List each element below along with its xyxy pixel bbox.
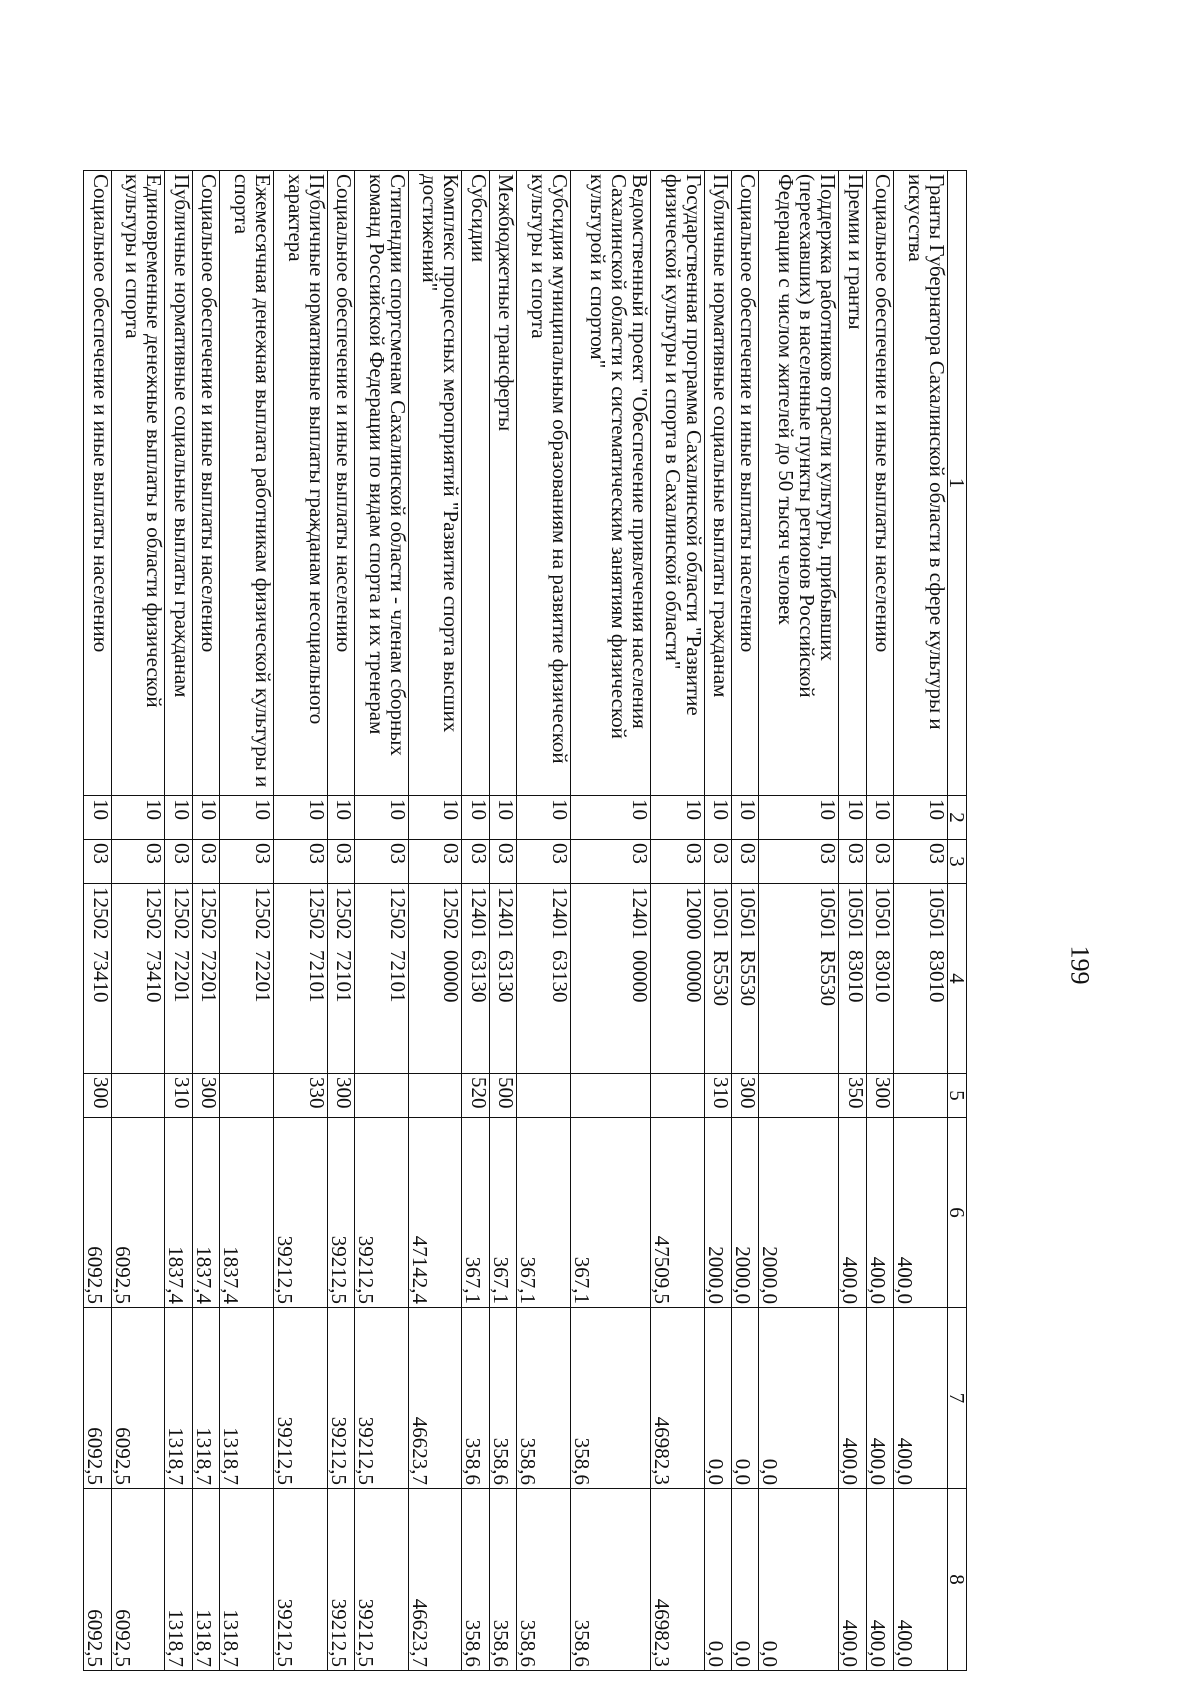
row-amount-year-2: 0,0 [759, 1308, 839, 1489]
row-subsection: 03 [462, 840, 489, 884]
row-name: Субсидии [462, 171, 489, 796]
table-row [327, 171, 354, 1671]
row-subsection: 03 [650, 840, 704, 884]
header-col-8: 8 [948, 1489, 967, 1671]
row-amount-year-2: 400,0 [866, 1308, 893, 1489]
row-section: 10 [165, 796, 192, 840]
row-subsection: 03 [489, 840, 516, 884]
row-subsection: 03 [408, 840, 462, 884]
row-name: Публичные нормативные социальные выплаты гражданам [165, 171, 192, 796]
row-section: 10 [192, 796, 219, 840]
table-body [84, 171, 948, 1671]
row-target-code: 12000 00000 [650, 884, 704, 1074]
row-section: 10 [489, 796, 516, 840]
table-row [866, 171, 893, 1671]
row-amount-year-2: 39212,5 [355, 1308, 409, 1489]
row-expense-type [571, 1074, 651, 1118]
row-name: Комплекс процессных мероприятий "Развитие спорта высших достижений" [408, 171, 462, 796]
row-amount-year-3: 46623,7 [408, 1489, 462, 1671]
row-section: 10 [220, 796, 274, 840]
table-row [759, 171, 839, 1671]
page-number: 199 [1065, 945, 1095, 985]
table-row [165, 171, 192, 1671]
row-subsection: 03 [571, 840, 651, 884]
table-row [192, 171, 219, 1671]
row-amount-year-2: 46982,3 [650, 1308, 704, 1489]
row-target-code: 10501 83010 [839, 884, 866, 1074]
row-section: 10 [866, 796, 893, 840]
row-section: 10 [732, 796, 759, 840]
row-amount-year-1: 400,0 [866, 1118, 893, 1308]
row-subsection: 03 [517, 840, 571, 884]
row-name: Социальное обеспечение и иные выплаты населению [192, 171, 219, 796]
table-row [732, 171, 759, 1671]
row-subsection: 03 [839, 840, 866, 884]
row-section: 10 [704, 796, 731, 840]
table-row [220, 171, 274, 1671]
row-amount-year-1: 6092,5 [111, 1118, 165, 1308]
table-row [704, 171, 731, 1671]
row-section: 10 [571, 796, 651, 840]
row-expense-type [894, 1074, 948, 1118]
row-target-code: 10501 83010 [894, 884, 948, 1074]
row-expense-type: 500 [489, 1074, 516, 1118]
row-amount-year-2: 1318,7 [165, 1308, 192, 1489]
row-amount-year-1: 39212,5 [355, 1118, 409, 1308]
row-name: Премии и гранты [839, 171, 866, 796]
row-expense-type: 310 [165, 1074, 192, 1118]
row-name: Социальное обеспечение и иные выплаты населению [866, 171, 893, 796]
row-expense-type [759, 1074, 839, 1118]
row-section: 10 [894, 796, 948, 840]
row-amount-year-1: 1837,4 [192, 1118, 219, 1308]
header-col-2: 2 [948, 796, 967, 840]
row-expense-type: 300 [327, 1074, 354, 1118]
row-amount-year-3: 0,0 [732, 1489, 759, 1671]
row-amount-year-3: 1318,7 [220, 1489, 274, 1671]
row-name: Ежемесячная денежная выплата работникам физической культуры и спорта [220, 171, 274, 796]
row-target-code: 10501 R5530 [704, 884, 731, 1074]
row-amount-year-3: 400,0 [894, 1489, 948, 1671]
row-subsection: 03 [894, 840, 948, 884]
row-amount-year-1: 367,1 [571, 1118, 651, 1308]
row-amount-year-2: 358,6 [489, 1308, 516, 1489]
row-subsection: 03 [732, 840, 759, 884]
row-expense-type [517, 1074, 571, 1118]
row-amount-year-1: 400,0 [894, 1118, 948, 1308]
row-section: 10 [839, 796, 866, 840]
row-target-code: 10501 83010 [866, 884, 893, 1074]
row-amount-year-2: 358,6 [517, 1308, 571, 1489]
budget-table [83, 170, 967, 1671]
row-amount-year-2: 400,0 [839, 1308, 866, 1489]
table-row [894, 171, 948, 1671]
row-subsection: 03 [355, 840, 409, 884]
row-target-code: 12502 72101 [355, 884, 409, 1074]
row-expense-type: 520 [462, 1074, 489, 1118]
row-expense-type: 310 [704, 1074, 731, 1118]
row-name: Субсидия муниципальным образованиям на развитие физической культуры и спорта [517, 171, 571, 796]
row-name: Поддержка работников отрасли культуры, прибывших (переехавших) в населенные пункты регионов Российской Федерации с числом жителей до 50 тысяч человек [759, 171, 839, 796]
row-amount-year-1: 367,1 [517, 1118, 571, 1308]
row-section: 10 [273, 796, 327, 840]
row-target-code: 12401 00000 [571, 884, 651, 1074]
row-amount-year-2: 39212,5 [327, 1308, 354, 1489]
row-name: Стипендии спортсменам Сахалинской области - членам сборных команд Российской Федерации по видам спорта и их тренерам [355, 171, 409, 796]
row-amount-year-3: 39212,5 [355, 1489, 409, 1671]
row-expense-type: 300 [732, 1074, 759, 1118]
row-amount-year-3: 1318,7 [192, 1489, 219, 1671]
row-amount-year-3: 358,6 [462, 1489, 489, 1671]
row-section: 10 [327, 796, 354, 840]
row-name: Социальное обеспечение и иные выплаты населению [732, 171, 759, 796]
row-amount-year-1: 2000,0 [704, 1118, 731, 1308]
row-subsection: 03 [111, 840, 165, 884]
row-amount-year-1: 2000,0 [759, 1118, 839, 1308]
row-target-code: 10501 R5530 [759, 884, 839, 1074]
table-row [489, 171, 516, 1671]
row-amount-year-3: 39212,5 [273, 1489, 327, 1671]
header-col-4: 4 [948, 884, 967, 1074]
table-row [111, 171, 165, 1671]
row-target-code: 10501 R5530 [732, 884, 759, 1074]
row-subsection: 03 [84, 840, 112, 884]
row-expense-type: 350 [839, 1074, 866, 1118]
row-amount-year-2: 6092,5 [84, 1308, 112, 1489]
row-amount-year-3: 0,0 [704, 1489, 731, 1671]
row-amount-year-2: 358,6 [462, 1308, 489, 1489]
row-section: 10 [462, 796, 489, 840]
row-amount-year-2: 1318,7 [220, 1308, 274, 1489]
row-amount-year-1: 1837,4 [165, 1118, 192, 1308]
row-amount-year-1: 47142,4 [408, 1118, 462, 1308]
row-subsection: 03 [866, 840, 893, 884]
row-expense-type: 300 [866, 1074, 893, 1118]
row-amount-year-2: 6092,5 [111, 1308, 165, 1489]
row-amount-year-1: 39212,5 [327, 1118, 354, 1308]
row-amount-year-2: 1318,7 [192, 1308, 219, 1489]
table-row [839, 171, 866, 1671]
row-expense-type [111, 1074, 165, 1118]
row-amount-year-3: 46982,3 [650, 1489, 704, 1671]
table-row [462, 171, 489, 1671]
row-amount-year-3: 6092,5 [111, 1489, 165, 1671]
row-section: 10 [355, 796, 409, 840]
table-row [355, 171, 409, 1671]
row-name: Социальное обеспечение и иные выплаты населению [84, 171, 112, 796]
row-subsection: 03 [220, 840, 274, 884]
row-amount-year-1: 400,0 [839, 1118, 866, 1308]
row-target-code: 12502 72201 [165, 884, 192, 1074]
table-row [408, 171, 462, 1671]
row-amount-year-2: 39212,5 [273, 1308, 327, 1489]
row-amount-year-2: 0,0 [704, 1308, 731, 1489]
row-expense-type: 330 [273, 1074, 327, 1118]
row-amount-year-1: 6092,5 [84, 1118, 112, 1308]
row-subsection: 03 [165, 840, 192, 884]
table-row [571, 171, 651, 1671]
header-col-3: 3 [948, 840, 967, 884]
row-section: 10 [408, 796, 462, 840]
table-row [650, 171, 704, 1671]
row-amount-year-1: 367,1 [462, 1118, 489, 1308]
row-subsection: 03 [704, 840, 731, 884]
row-target-code: 12401 63130 [489, 884, 516, 1074]
row-section: 10 [517, 796, 571, 840]
row-section: 10 [650, 796, 704, 840]
table-row [517, 171, 571, 1671]
row-amount-year-3: 358,6 [489, 1489, 516, 1671]
header-col-6: 6 [948, 1118, 967, 1308]
row-target-code: 12502 73410 [84, 884, 112, 1074]
row-amount-year-2: 0,0 [732, 1308, 759, 1489]
row-name: Социальное обеспечение и иные выплаты населению [327, 171, 354, 796]
row-subsection: 03 [327, 840, 354, 884]
row-expense-type [650, 1074, 704, 1118]
row-section: 10 [111, 796, 165, 840]
row-target-code: 12401 63130 [517, 884, 571, 1074]
rotated-table-wrapper [83, 170, 967, 1670]
row-amount-year-3: 400,0 [866, 1489, 893, 1671]
table-row [84, 171, 112, 1671]
row-amount-year-2: 358,6 [571, 1308, 651, 1489]
row-subsection: 03 [192, 840, 219, 884]
row-target-code: 12401 63130 [462, 884, 489, 1074]
row-name: Гранты Губернатора Сахалинской области в сфере культуры и искусства [894, 171, 948, 796]
row-amount-year-1: 1837,4 [220, 1118, 274, 1308]
row-name: Государственная программа Сахалинской области "Развитие физической культуры и спорта в Сахалинской области" [650, 171, 704, 796]
table-row [273, 171, 327, 1671]
row-amount-year-1: 39212,5 [273, 1118, 327, 1308]
row-expense-type: 300 [192, 1074, 219, 1118]
row-target-code: 12502 72101 [273, 884, 327, 1074]
row-amount-year-3: 358,6 [517, 1489, 571, 1671]
row-target-code: 12502 72201 [192, 884, 219, 1074]
row-amount-year-1: 2000,0 [732, 1118, 759, 1308]
row-amount-year-2: 400,0 [894, 1308, 948, 1489]
row-expense-type [408, 1074, 462, 1118]
row-amount-year-2: 46623,7 [408, 1308, 462, 1489]
row-target-code: 12502 72101 [327, 884, 354, 1074]
row-name: Публичные нормативные социальные выплаты гражданам [704, 171, 731, 796]
row-name: Ведомственный проект "Обеспечение привлечения населения Сахалинской области к систематическим занятиям физической культурой и спортом" [571, 171, 651, 796]
row-name: Межбюджетные трансферты [489, 171, 516, 796]
row-expense-type [355, 1074, 409, 1118]
row-expense-type [220, 1074, 274, 1118]
row-name: Единовременные денежные выплаты в области физической культуры и спорта [111, 171, 165, 796]
header-col-1: 1 [948, 171, 967, 796]
row-expense-type: 300 [84, 1074, 112, 1118]
row-subsection: 03 [273, 840, 327, 884]
row-amount-year-1: 367,1 [489, 1118, 516, 1308]
row-target-code: 12502 72201 [220, 884, 274, 1074]
header-row [948, 171, 967, 1671]
row-name: Публичные нормативные выплаты гражданам несоциального характера [273, 171, 327, 796]
header-col-5: 5 [948, 1074, 967, 1118]
row-section: 10 [84, 796, 112, 840]
row-target-code: 12502 73410 [111, 884, 165, 1074]
row-amount-year-3: 400,0 [839, 1489, 866, 1671]
row-amount-year-1: 47509,5 [650, 1118, 704, 1308]
header-col-7: 7 [948, 1308, 967, 1489]
row-target-code: 12502 00000 [408, 884, 462, 1074]
row-subsection: 03 [759, 840, 839, 884]
row-amount-year-3: 1318,7 [165, 1489, 192, 1671]
row-amount-year-3: 358,6 [571, 1489, 651, 1671]
row-amount-year-3: 39212,5 [327, 1489, 354, 1671]
row-amount-year-3: 6092,5 [84, 1489, 112, 1671]
row-section: 10 [759, 796, 839, 840]
row-amount-year-3: 0,0 [759, 1489, 839, 1671]
